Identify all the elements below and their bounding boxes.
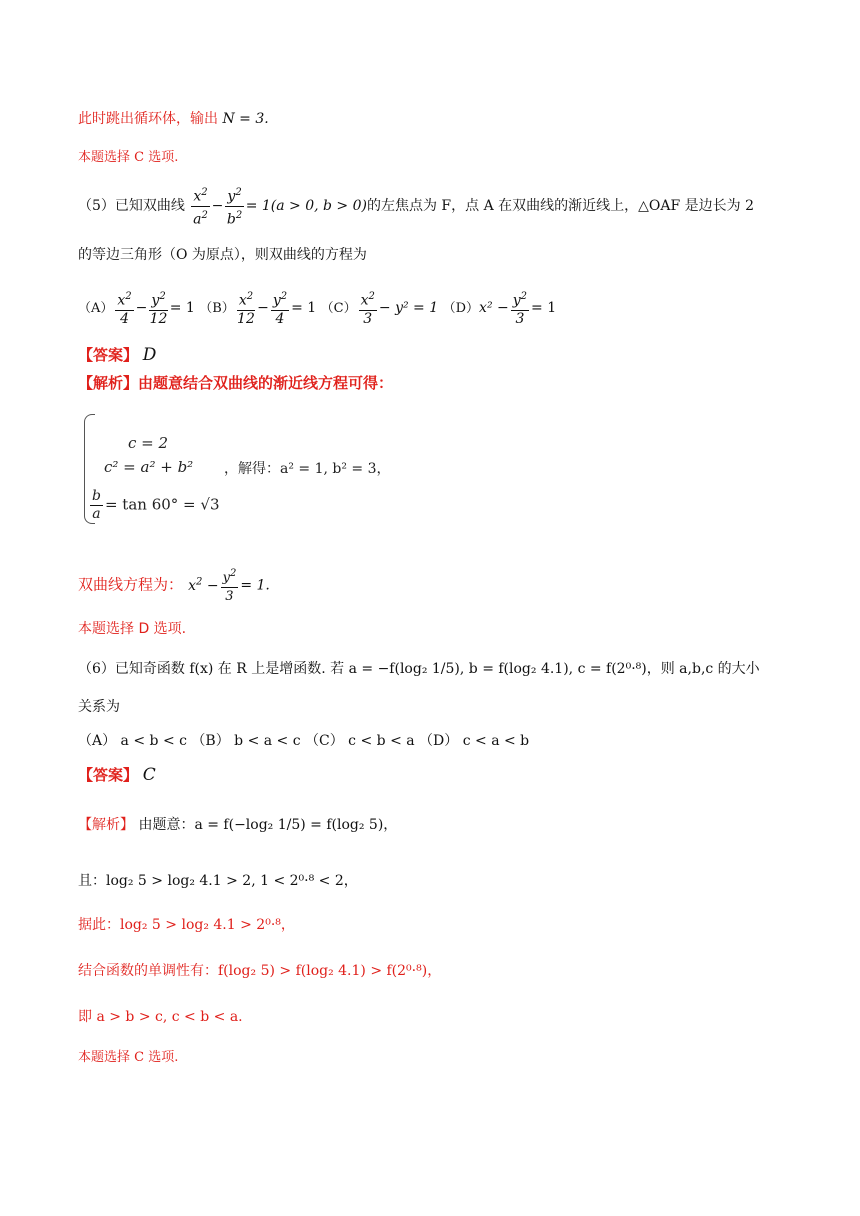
q6-analysis-text: 由题意：a = f(−log₂ 1/5) = f(log₂ 5)， [138,817,398,833]
q5-option-b-rhs: = 1 [291,300,317,316]
q6-select-line: 本题选择 C 选项. [78,1050,179,1065]
system-solution: ，解得：a² = 1, b² = 3， [224,461,391,477]
system-eq1: c = 2 [128,434,169,452]
system-eq3: $\frac{b}{a}$ = tan 60° = √3 [92,488,220,522]
q5-option-b-label: （B） [199,301,235,316]
q5-option-a-rhs: = 1 [169,300,195,316]
q5-middle-text: 的左焦点为 F，点 A 在双曲线的渐近线上，△OAF 是边长为 2 [366,198,755,215]
q5-select-line: 本题选择 D 选项. [78,621,187,637]
q5-equation-line: 双曲线方程为： $x^2$ − $\frac{y^2}{3}$ = 1. [78,560,800,604]
q5-option-d-lhs: x² − [479,300,509,316]
system-eq3-rhs: = tan 60° = √3 [104,495,220,514]
q5-frac-y: $\frac{y^2}{b^2}$ [225,184,243,228]
q5-options-line: （A） $\frac{x^2}{4}$ − $\frac{y^2}{12}$ = 1 （B） $\frac{x^2}{12}$ − $\frac{y^2}{4}$ = 1 （C） $\frac{x^2}{3}$ − y² = 1 （D）x² − $\frac{y^2}{3}$ = 1 [78,286,800,330]
q5-option-c-rhs: − y² = 1 [378,300,439,316]
q5-option-d-label: （D） [442,301,480,316]
q6-stem-line1: （6）已知奇函数 f(x) 在 R 上是增函数. 若 a = −f(log₂ 1/5), b = f(log₂ 4.1), c = f(2⁰·⁸)，则 a,b,c 的大小 [78,661,760,677]
q5-answer-line [78,344,800,365]
q6-stem-line2: 关系为 [78,699,120,715]
q6-answer-line [78,764,800,785]
q5-equation-text: 双曲线方程为： [78,575,184,594]
loop-exit-line [78,108,800,128]
q6-step4: 即 a > b > c, c < b < a. [78,1009,243,1025]
q6-analysis-label: 【解析】 [78,817,134,833]
prev-select-line: 本题选择 C 选项. [78,150,179,165]
q5-option-d-rhs: = 1 [531,300,557,316]
q6-answer-value: C [142,765,156,785]
loop-exit-eq: N = 3. [222,111,269,127]
q6-options-line: （A） a < b < c （B） b < a < c （C） c < b < a （D） c < a < b [78,733,530,749]
q6-step2: 据此：log₂ 5 > log₂ 4.1 > 2⁰·⁸， [78,917,295,933]
q5-answer-value: D [142,345,157,365]
q5-stem-line1: （5）已知双曲线 $\frac{x^2}{a^2}$ − $\frac{y^2}{b^2}$ = 1(a > 0, b > 0)的左焦点为 F，点 A 在双曲线的渐近线上，△OAF 是边长为 2 [78,184,800,228]
q6-analysis-line [78,814,800,834]
system-eq2: c² = a² + b² [104,458,194,476]
q5-answer-label: 【答案】 [78,346,139,364]
q5-analysis-line: 【解析】由题意结合双曲线的渐近线方程可得： [78,374,394,392]
q6-step3: 结合函数的单调性有：f(log₂ 5) > f(log₂ 4.1) > f(2⁰·⁸)， [78,963,442,979]
q5-frac-x: $\frac{x^2}{a^2}$ [191,184,209,228]
q5-condition: = 1(a > 0, b > 0) [245,198,367,215]
q5-option-c-label: （C） [320,301,357,316]
loop-exit-text: 此时跳出循环体，输出 [78,111,218,127]
q5-equation-rhs: = 1. [240,577,270,594]
q5-option-a-label: （A） [78,301,114,316]
q6-step1: 且：log₂ 5 > log₂ 4.1 > 2, 1 < 2⁰·⁸ < 2， [78,873,358,889]
q5-stem-line2: 的等边三角形（O 为原点），则双曲线的方程为 [78,247,367,263]
q5-prefix: （5）已知双曲线 [78,198,185,215]
q6-answer-label: 【答案】 [78,766,139,784]
